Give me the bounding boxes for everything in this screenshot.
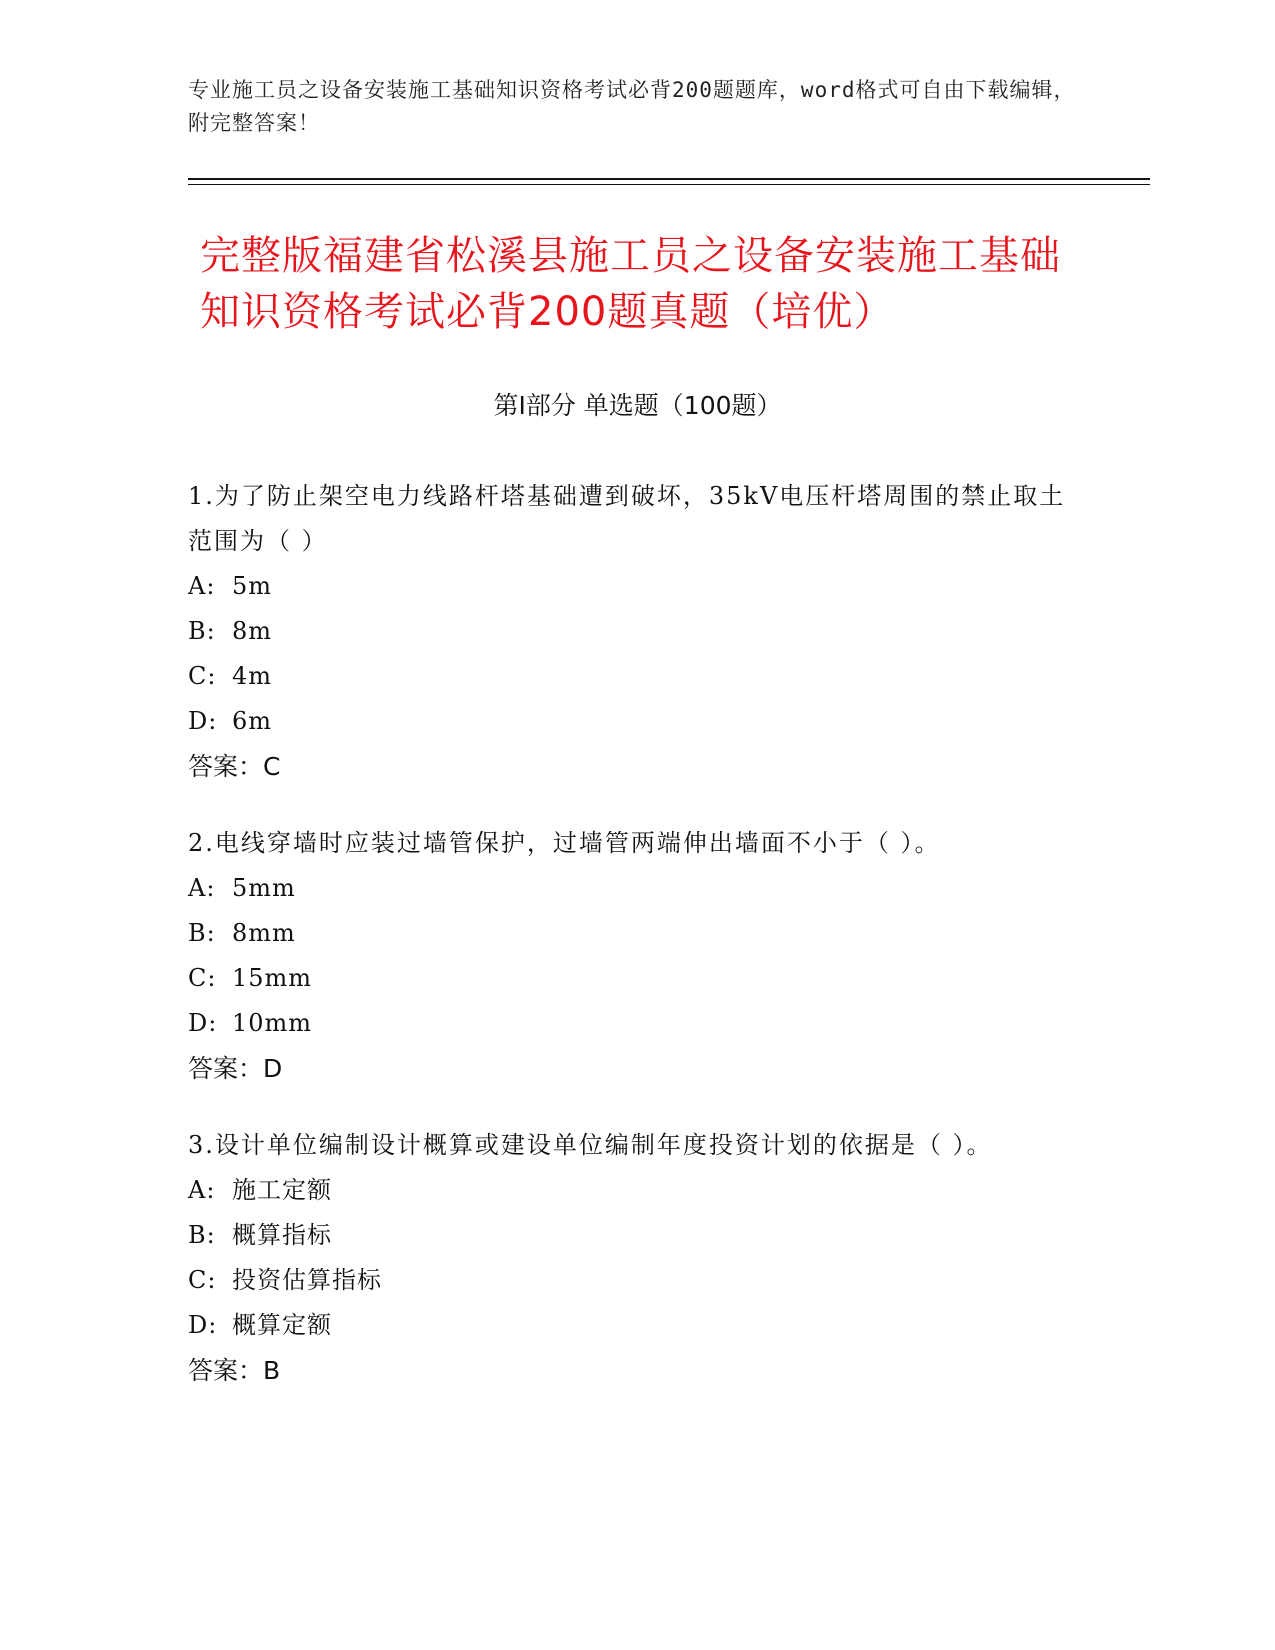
option-a [188,564,1068,609]
option-text: 5m [232,572,273,600]
question-3 [188,1123,1068,1393]
answer-line: 答案：B [188,1356,281,1385]
question-2 [188,821,1068,1091]
question-stem: 1.为了防止架空电力线路杆塔基础遭到破坏，35kV电压杆塔周围的禁止取土范围为（ ） [188,482,1066,555]
option-key: B: [188,1221,216,1249]
option-key: B: [188,617,216,645]
header-divider-thin [188,184,1150,185]
option-c [188,956,1068,1001]
option-key: C: [188,964,217,992]
option-text: 15mm [232,964,313,992]
option-text: 5mm [232,874,296,902]
option-b [188,609,1068,654]
answer-line: 答案：D [188,1054,283,1083]
option-text: 8m [232,617,273,645]
option-key: A: [188,874,216,902]
option-text: 概算定额 [232,1311,332,1339]
option-text: 10mm [232,1009,313,1037]
option-d [188,699,1068,744]
option-text: 6m [232,707,273,735]
question-list [188,474,1068,1425]
option-text: 概算指标 [232,1221,332,1249]
header-note: 专业施工员之设备安装施工基础知识资格考试必背200题题库，word格式可自由下载编辑，附完整答案！ [188,78,1076,135]
option-c [188,1258,1068,1303]
option-key: D: [188,1311,218,1339]
section-heading: 第Ⅰ部分 单选题（100题） [493,391,782,420]
answer-line: 答案：C [188,752,281,781]
option-b [188,911,1068,956]
question-stem: 3.设计单位编制设计概算或建设单位编制年度投资计划的依据是（ ）。 [188,1131,993,1159]
option-key: D: [188,1009,218,1037]
option-d [188,1303,1068,1348]
header-divider-thick [188,178,1150,180]
option-d [188,1001,1068,1046]
question-1 [188,474,1068,789]
option-text: 8mm [232,919,296,947]
option-key: C: [188,662,217,690]
option-text: 施工定额 [232,1176,332,1204]
option-a [188,866,1068,911]
option-key: B: [188,919,216,947]
option-key: D: [188,707,218,735]
option-text: 4m [232,662,273,690]
option-key: A: [188,572,216,600]
document-title: 完整版福建省松溪县施工员之设备安装施工基础知识资格考试必背200题真题（培优） [200,233,1061,335]
option-b [188,1213,1068,1258]
question-stem: 2.电线穿墙时应装过墙管保护，过墙管两端伸出墙面不小于（ ）。 [188,829,941,857]
option-key: C: [188,1266,217,1294]
option-c [188,654,1068,699]
option-key: A: [188,1176,216,1204]
option-text: 投资估算指标 [232,1266,382,1294]
option-a [188,1168,1068,1213]
